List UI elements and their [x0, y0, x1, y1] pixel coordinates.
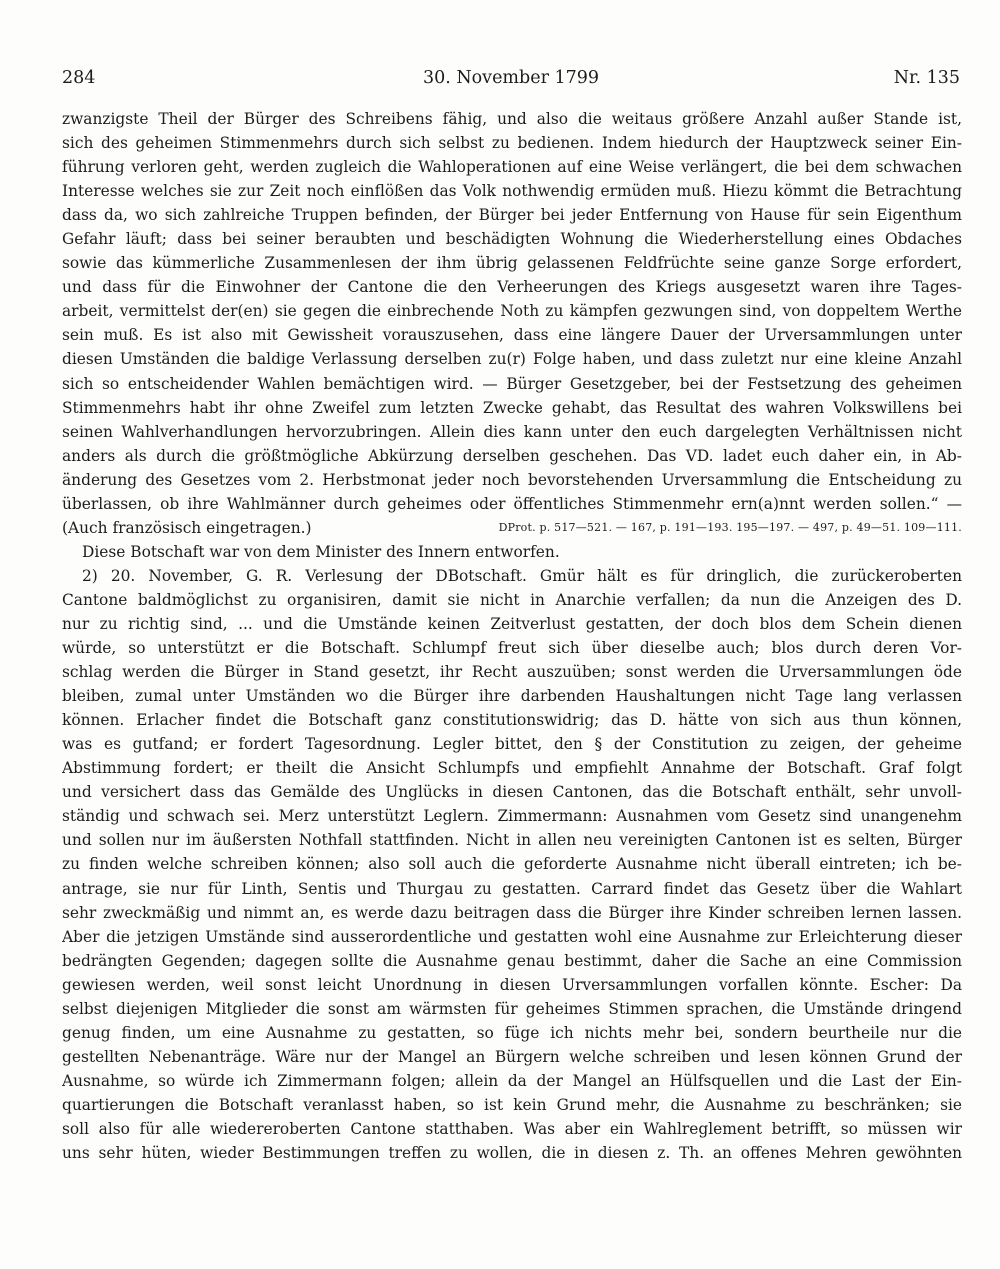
text-line: quartierungen die Botschaft veranlasst haben, so ist kein Grund mehr, die Ausnahme zu beschränken; sie: [62, 1095, 962, 1114]
text-line: Stimmenmehrs habt ihr ohne Zweifel zum letzten Zwecke gehabt, das Resultat des wahren Volkswillens bei: [62, 398, 962, 417]
text-line: und sollen nur im äußersten Nothfall stattfinden. Nicht in allen neu vereinigten Cantonen ist es selten, Bürger: [62, 831, 962, 850]
text-line: ständig und schwach sei. Merz unterstützt Leglern. Zimmermann: Ausnahmen vom Gesetz sind unangenehm: [62, 807, 962, 826]
document-number: Nr. 135: [893, 68, 960, 88]
text-line: genug finden, um eine Ausnahme zu gestatten, so füge ich nichts mehr bei, sondern beurtheile nur die: [62, 1023, 962, 1042]
text-line: überlassen, ob ihre Wahlmänner durch geheimes oder öffentliches Stimmenmehr ern(a)nnt werden sollen.“ —: [62, 494, 962, 513]
text-line: änderung des Gesetzes vom 2. Herbstmonat jeder noch bevorstehenden Urversammlung die Entscheidung zu: [62, 470, 962, 489]
text-line: würde, so unterstützt er die Botschaft. Schlumpf freut sich über dieselbe auch; blos durch deren Vor-: [62, 639, 962, 658]
text-line: und dass für die Einwohner der Cantone die den Verheerungen des Kriegs ausgesetzt waren ihre Tages-: [62, 278, 962, 297]
editorial-note: Diese Botschaft war von dem Minister des Innern entworfen.: [82, 542, 560, 561]
text-line: Cantone baldmöglichst zu organisiren, damit sie nicht in Anarchie verfallen; da nun die Anzeigen des D.: [62, 590, 962, 609]
text-line: antrage, sie nur für Linth, Sentis und Thurgau zu gestatten. Carrard findet das Gesetz über die Wahlart: [62, 879, 962, 898]
text-line: soll also für alle wiedereroberten Cantone statthaben. Was aber ein Wahlreglement betrifft, so müssen wir: [62, 1119, 962, 1138]
text-line: arbeit, vermittelst der(en) sie gegen die einbrechende Noth zu kämpfen gezwungen sind, von doppeltem Werthe: [62, 302, 962, 321]
text-line: und versichert dass das Gemälde des Unglücks in diesen Cantonen, das die Botschaft enthält, sehr unvoll-: [62, 783, 962, 802]
text-line: bleiben, zumal unter Umständen wo die Bürger ihre darbenden Haushaltungen nicht Tage lang verlassen: [62, 687, 962, 706]
text-line: sein muß. Es ist also mit Gewissheit vorauszusehen, dass eine längere Dauer der Urversammlungen unter: [62, 326, 962, 345]
text-line: zu finden welche schreiben können; also soll auch die geforderte Ausnahme nicht überall eintreten; ich be-: [62, 855, 962, 874]
text-line: dass da, wo sich zahlreiche Truppen befinden, der Bürger bei jeder Entfernung von Hause für sein Eigenthum: [62, 206, 962, 225]
text-line: nur zu richtig sind, ... und die Umstände keinen Zeitverlust gestatten, der doch blos dem Schein dienen: [62, 614, 962, 633]
text-line: Gefahr läuft; dass bei seiner beraubten und beschädigten Wohnung die Wiederherstellung eines Obdaches: [62, 230, 962, 249]
text-line: was es gutfand; er fordert Tagesordnung. Legler bittet, den § der Constitution zu zeigen, der geheime: [62, 735, 962, 754]
text-line: sowie das kümmerliche Zusammenlesen der ihm übrig gelassenen Feldfrüchte seine ganze Sorge erfordert,: [62, 254, 962, 273]
source-reference: DProt. p. 517—521. — 167, p. 191—193. 195—197. — 497, p. 49—51. 109—111.: [498, 520, 962, 534]
text-line: selbst diejenigen Mitglieder die sonst am wärmsten für geheimes Stimmen sprachen, die Umstände dringend: [62, 999, 962, 1018]
translation-note: (Auch französisch eingetragen.): [62, 518, 312, 537]
header-date: 30. November 1799: [422, 68, 600, 88]
text-line: zwanzigste Theil der Bürger des Schreibens fähig, und also die weitaus größere Anzahl außer Stande ist,: [62, 110, 962, 128]
text-line: gestellten Nebenanträge. Wäre nur der Mangel an Bürgern welche schreiben und lesen können Grund der: [62, 1047, 962, 1066]
text-line: anders als durch die größtmögliche Abkürzung derselben geschehen. Das VD. ladet euch daher ein, in Ab-: [62, 446, 962, 465]
citation-line: [62, 516, 962, 540]
text-line: schlag werden die Bürger in Stand gesetzt, ihr Recht auszuüben; sonst werden die Urversammlungen öde: [62, 663, 962, 682]
body-text: [62, 107, 962, 1165]
text-line: sich so entscheidender Wahlen bemächtigen wird. — Bürger Gesetzgeber, bei der Festsetzung des geheimen: [62, 374, 962, 393]
text-line: 2) 20. November, G. R. Verlesung der DBotschaft. Gmür hält es für dringlich, die zurückeroberten: [82, 566, 962, 585]
text-line: Ausnahme, so würde ich Zimmermann folgen; allein da der Mangel an Hülfsquellen und die Last der Ein-: [62, 1071, 962, 1090]
text-line: Aber die jetzigen Umstände sind ausserordentliche und gestatten wohl eine Ausnahme zur Erleichterung dieser: [62, 927, 962, 946]
text-line: sich des geheimen Stimmenmehrs durch sich selbst zu bedienen. Indem hiedurch der Hauptzweck seiner Ein-: [62, 134, 962, 153]
text-line: gewiesen werden, weil sonst leicht Unordnung in diesen Urversammlungen vorfallen könnte. Escher: Da: [62, 975, 962, 994]
page-header: [62, 68, 960, 96]
page-number: 284: [62, 68, 96, 88]
text-line: diesen Umständen die baldige Verlassung derselben zu(r) Folge haben, und dass zuletzt nur eine kleine Anzahl: [62, 350, 962, 369]
text-line: Interesse welches sie zur Zeit noch einflößen das Volk nothwendig ermüden muß. Hiezu kömmt die Betrachtung: [62, 182, 962, 201]
text-line: bedrängten Gegenden; dagegen sollte die Ausnahme genau bestimmt, daher die Sache an eine Commission: [62, 951, 962, 970]
text-line: uns sehr hüten, wieder Bestimmungen treffen zu wollen, die in diesen z. Th. an offenes Mehren gewöhnten: [62, 1144, 962, 1163]
text-line: seinen Wahlverhandlungen hervorzubringen. Allein dies kann unter den euch dargelegten Verhältnissen nicht: [62, 422, 962, 441]
text-line: können. Erlacher findet die Botschaft ganz constitutionswidrig; das D. hätte von sich aus thun können,: [62, 711, 962, 730]
text-line: Abstimmung fordert; er theilt die Ansicht Schlumpfs und empfiehlt Annahme der Botschaft. Graf folgt: [62, 759, 962, 778]
text-line: sehr zweckmäßig und nimmt an, es werde dazu beitragen dass die Bürger ihre Kinder schreiben lernen lassen.: [62, 903, 962, 922]
text-line: führung verloren geht, werden zugleich die Wahloperationen auf eine Weise verlängert, die bei dem schwachen: [62, 158, 962, 177]
